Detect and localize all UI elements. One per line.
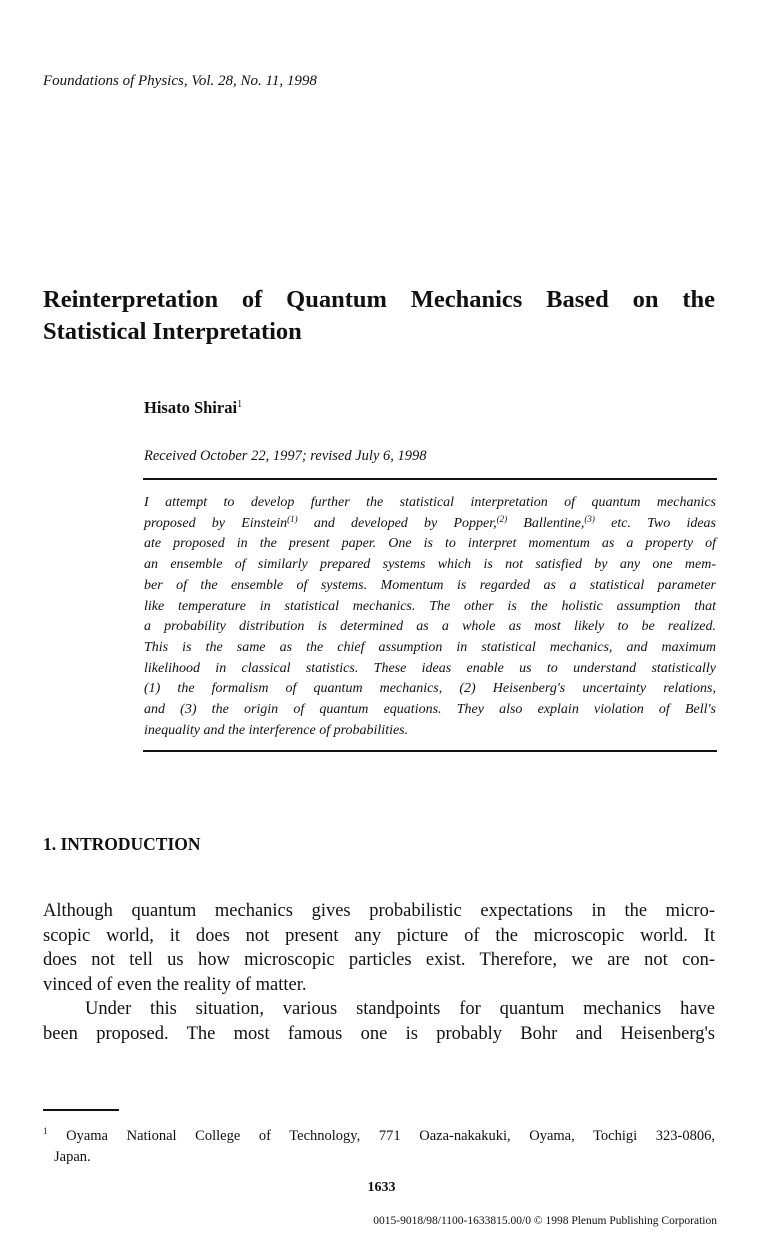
abstract-line: a probability distribution is determined as a whole as most likely to be realized.	[144, 619, 716, 635]
abstract	[144, 493, 716, 741]
footnote-line	[43, 1126, 715, 1147]
paper-title	[43, 284, 715, 348]
body-line: does not tell us how microscopic particles exist. Therefore, we are not con-	[43, 950, 715, 971]
footnote-line: Japan.	[54, 1149, 91, 1165]
citation-ref: (2)	[496, 513, 508, 524]
abstract-text: and developed by Popper,	[297, 515, 497, 531]
author	[144, 398, 242, 418]
body-line: vinced of even the reality of matter.	[43, 974, 307, 995]
abstract-text: proposed by Einstein	[144, 515, 288, 531]
abstract-text: Ballentine,	[507, 515, 585, 531]
abstract-line: like temperature in statistical mechanics. The other is the holistic assumption that	[144, 598, 716, 614]
section-heading: 1. INTRODUCTION	[43, 834, 201, 854]
footnote-rule	[43, 1109, 119, 1111]
affiliation-mark: 1	[237, 399, 243, 410]
abstract-line: inequality and the interference of probabilities.	[144, 722, 409, 738]
author-name: Hisato Shirai	[144, 398, 238, 417]
footnote-text: Oyama National College of Technology, 771 Oaza-nakakuki, Oyama, Tochigi 323-0806,	[47, 1128, 715, 1144]
body-line: Although quantum mechanics gives probabilistic expectations in the micro-	[43, 901, 715, 921]
abstract-text: etc. Two ideas	[594, 515, 716, 531]
abstract-line	[144, 514, 716, 535]
page-number: 1633	[367, 1180, 396, 1195]
body-line: Under this situation, various standpoints for quantum mechanics have	[85, 999, 715, 1020]
title-line-1: Reinterpretation of Quantum Mechanics Based on the	[43, 286, 715, 313]
abstract-line: an ensemble of similarly prepared systems which is not satisfied by any one mem-	[144, 557, 716, 573]
title-line-2: Statistical Interpretation	[43, 318, 302, 345]
abstract-line: This is the same as the chief assumption in statistical mechanics, and maximum	[144, 639, 716, 655]
abstract-line: ate proposed in the present paper. One is to interpret momentum as a property of	[144, 536, 716, 552]
body-line: scopic world, it does not present any picture of the microscopic world. It	[43, 925, 715, 946]
abstract-line: and (3) the origin of quantum equations. They also explain violation of Bell's	[144, 702, 716, 718]
citation-ref: (3)	[584, 513, 595, 524]
abstract-top-rule	[143, 478, 717, 480]
received-date: Received October 22, 1997; revised July 6, 1998	[144, 448, 427, 464]
body-line: been proposed. The most famous one is probably Bohr and Heisenberg's	[43, 1023, 715, 1044]
abstract-line: likelihood in classical statistics. These ideas enable us to understand statistically	[144, 660, 716, 676]
abstract-line: (1) the formalism of quantum mechanics, (2) Heisenberg's uncertainty relations,	[144, 681, 716, 697]
body-paragraph	[43, 899, 715, 1047]
copyright-line: 0015-9018/98/1100-1633815.00/0 © 1998 Plenum Publishing Corporation	[373, 1215, 717, 1227]
abstract-line: ber of the ensemble of systems. Momentum is regarded as a statistical parameter	[144, 577, 716, 593]
footnote-mark: 1	[43, 1126, 48, 1136]
abstract-bottom-rule	[143, 750, 717, 752]
footnote	[43, 1126, 715, 1168]
abstract-line: I attempt to develop further the statistical interpretation of quantum mechanics	[144, 495, 716, 510]
journal-citation: Foundations of Physics, Vol. 28, No. 11, 1998	[43, 73, 317, 89]
citation-ref: (1)	[287, 513, 298, 524]
